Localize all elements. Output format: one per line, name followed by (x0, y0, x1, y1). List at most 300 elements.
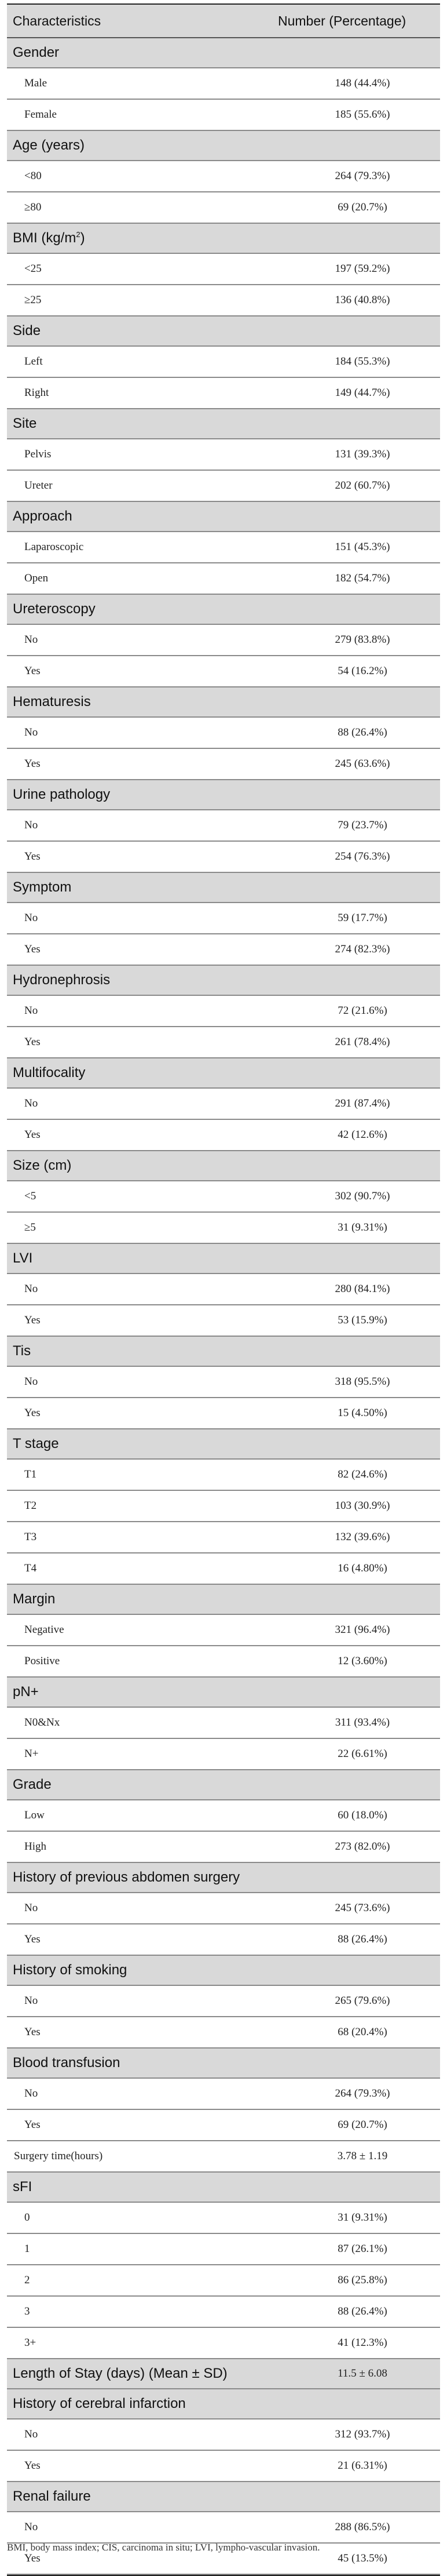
characteristics-table (7, 3, 440, 2576)
label-text: No (24, 2087, 38, 2100)
category-label (7, 508, 262, 525)
table-row (7, 2017, 440, 2049)
table-header-row (7, 5, 440, 38)
label-text: High (24, 1840, 46, 1853)
table-row (7, 2203, 440, 2234)
category-row (7, 1585, 440, 1615)
row-value: 3.78 ± 1.19 (337, 2150, 388, 2162)
table-row (7, 1615, 440, 1646)
label-text: 2 (24, 2274, 30, 2286)
label-text: Pelvis (24, 448, 52, 460)
row-value: 197 (59.2%) (335, 263, 390, 275)
row-value: 88 (26.4%) (338, 1933, 387, 1945)
row-label (7, 294, 262, 307)
table-row (7, 1708, 440, 1739)
table-row (7, 1832, 440, 1863)
category-row (7, 1863, 440, 1893)
row-value: 88 (26.4%) (338, 726, 387, 738)
row-label (7, 448, 262, 461)
label-text: <80 (24, 170, 42, 182)
label-text: Yes (24, 850, 41, 863)
category-row (7, 780, 440, 810)
row-label (7, 387, 262, 399)
row-label (7, 850, 262, 863)
header-characteristics: Characteristics (13, 13, 101, 28)
label-text: ≥25 (24, 294, 42, 306)
row-label (7, 1283, 262, 1296)
label-text: Site (13, 416, 37, 431)
row-label (7, 2337, 262, 2349)
label-text: pN+ (13, 1684, 39, 1700)
label-text: Female (24, 108, 57, 121)
row-value: 54 (16.2%) (338, 665, 387, 677)
row-label (7, 2087, 262, 2100)
label-text: Size (cm) (13, 1158, 72, 1173)
row-label (7, 1500, 262, 1512)
table-row (7, 439, 440, 471)
label-text: BMI (kg/m (13, 230, 76, 246)
label-text: Laparoscopic (24, 541, 84, 553)
row-label (7, 1995, 262, 2007)
category-label (7, 1591, 262, 1607)
row-value: 254 (76.3%) (335, 850, 390, 863)
category-label (7, 2055, 262, 2071)
table-row (7, 749, 440, 780)
label-text: Yes (24, 943, 41, 955)
row-value: 21 (6.31%) (338, 2459, 387, 2472)
row-label (7, 2428, 262, 2441)
category-row (7, 502, 440, 532)
label-text: Surgery time(hours) (14, 2150, 103, 2162)
table-row (7, 1305, 440, 1337)
label-text: Hydronephrosis (13, 972, 111, 988)
table-row (7, 2110, 440, 2141)
table-row (7, 532, 440, 563)
category-label (7, 2488, 262, 2505)
label-text: Left (24, 355, 43, 368)
row-label (7, 1221, 262, 1234)
label-text: Symptom (13, 879, 72, 895)
category-row (7, 316, 440, 347)
row-value: 69 (20.7%) (338, 201, 387, 213)
label-text: T1 (24, 1468, 37, 1480)
label-text: Yes (24, 1933, 41, 1945)
category-row (7, 595, 440, 625)
label-text: Yes (24, 2552, 41, 2564)
label-text: 3 (24, 2305, 30, 2317)
table-footnote: BMI, body mass index; CIS, carcinoma in situ; LVI, lympho-vascular invasion. (7, 2542, 320, 2553)
table-row (7, 347, 440, 378)
row-label (7, 479, 262, 492)
category-label (7, 601, 262, 617)
row-label (7, 2521, 262, 2534)
label-text: No (24, 1097, 38, 1109)
row-value: 311 (93.4%) (335, 1716, 390, 1729)
label-text: T3 (24, 1531, 37, 1543)
table-row (7, 2297, 440, 2328)
table-row (7, 2419, 440, 2451)
row-value: 11.5 ± 6.08 (338, 2367, 387, 2379)
category-row (7, 1956, 440, 1986)
row-value: 88 (26.4%) (338, 2305, 387, 2317)
row-value: 15 (4.50%) (338, 1407, 387, 1419)
category-row (7, 873, 440, 903)
row-value: 182 (54.7%) (335, 572, 390, 584)
row-value: 79 (23.7%) (338, 819, 387, 831)
row-value: 31 (9.31%) (338, 1221, 387, 1234)
table-row (7, 1398, 440, 1429)
category-label (7, 1869, 262, 1886)
label-text: History of smoking (13, 1962, 127, 1978)
table-row (7, 810, 440, 842)
category-row (7, 1678, 440, 1708)
table-row (7, 68, 440, 100)
row-label (7, 1036, 262, 1049)
table-row (7, 1893, 440, 1924)
row-value: 261 (78.4%) (335, 1036, 390, 1048)
label-text: Yes (24, 758, 41, 770)
label-text: Hematuresis (13, 694, 91, 710)
row-value: 280 (84.1%) (335, 1283, 390, 1295)
row-value: 59 (17.7%) (338, 912, 387, 924)
label-text: Margin (13, 1591, 56, 1607)
row-value: 302 (90.7%) (335, 1190, 390, 1202)
row-value: 69 (20.7%) (338, 2119, 387, 2131)
label-text: Yes (24, 2026, 41, 2038)
label-text: Yes (24, 2459, 41, 2472)
row-value: 202 (60.7%) (335, 479, 390, 492)
label-text: No (24, 1902, 38, 1914)
row-label (7, 2305, 262, 2318)
row-label (7, 1468, 262, 1481)
table-row (7, 1553, 440, 1585)
label-text: Grade (13, 1777, 52, 1792)
table-row (7, 842, 440, 873)
category-label (7, 230, 262, 246)
table-row (7, 285, 440, 316)
table-row (7, 718, 440, 749)
row-label (7, 170, 262, 183)
row-value: 149 (44.7%) (335, 387, 390, 399)
category-row (7, 409, 440, 439)
row-value: 312 (93.7%) (335, 2428, 390, 2440)
category-label (7, 323, 262, 339)
row-value: 103 (30.9%) (335, 1500, 390, 1512)
category-label (7, 1343, 262, 1359)
row-value: 318 (95.5%) (335, 1376, 390, 1388)
label-text: Gender (13, 45, 60, 60)
row-label (7, 263, 262, 275)
row-label (7, 541, 262, 554)
label-text: Blood transfusion (13, 2055, 120, 2071)
row-label (7, 1562, 262, 1575)
category-label (7, 2179, 262, 2195)
row-value: 288 (86.5%) (335, 2521, 390, 2533)
category-row (7, 2359, 440, 2389)
table-row (7, 192, 440, 224)
row-value: 72 (21.6%) (338, 1005, 387, 1017)
row-label (7, 912, 262, 925)
row-value: 136 (40.8%) (335, 294, 390, 306)
label-text: History of previous abdomen surgery (13, 1869, 240, 1885)
table-row (7, 2328, 440, 2359)
row-value: 245 (63.6%) (335, 758, 390, 770)
table-row (7, 2451, 440, 2482)
row-label (7, 1655, 262, 1668)
category-row (7, 1429, 440, 1460)
label-text: <5 (24, 1190, 36, 1202)
row-label (7, 1097, 262, 1110)
row-value: 265 (79.6%) (335, 1995, 390, 2007)
table-row (7, 1089, 440, 1120)
category-label (7, 1250, 262, 1267)
label-text: Open (24, 572, 49, 584)
row-value: 16 (4.80%) (338, 1562, 387, 1574)
row-value: 273 (82.0%) (335, 1840, 390, 1853)
label-text: Yes (24, 1314, 41, 1326)
row-value: 60 (18.0%) (338, 1809, 387, 1821)
category-label (7, 137, 262, 154)
category-row (7, 2389, 440, 2419)
label-text: Negative (24, 1624, 64, 1636)
row-value: 31 (9.31%) (338, 2211, 387, 2224)
category-row (7, 38, 440, 68)
row-value: 148 (44.4%) (335, 77, 390, 89)
label-superscript: 2 (76, 230, 80, 239)
table-row (7, 1213, 440, 1244)
table-row (7, 1181, 440, 1213)
category-row (7, 1058, 440, 1089)
table-row (7, 1120, 440, 1151)
table-row (7, 1274, 440, 1305)
row-value: 264 (79.3%) (335, 2087, 390, 2100)
category-label (7, 416, 262, 432)
label-text: 1 (24, 2243, 30, 2255)
table-row (7, 1491, 440, 1522)
row-value: 87 (26.1%) (338, 2243, 387, 2255)
row-value: 291 (87.4%) (335, 1097, 390, 1109)
label-text: Multifocality (13, 1065, 86, 1080)
row-value: 12 (3.60%) (338, 1655, 387, 1667)
row-value: 245 (73.6%) (335, 1902, 390, 1914)
label-text: No (24, 912, 38, 924)
label-text: No (24, 1283, 38, 1295)
table-row (7, 996, 440, 1027)
table-row (7, 1460, 440, 1491)
category-row (7, 1151, 440, 1181)
table-body (7, 38, 440, 2575)
label-text: Yes (24, 2119, 41, 2131)
row-label (7, 2243, 262, 2255)
label-text: Male (24, 77, 47, 89)
row-label (7, 2026, 262, 2039)
table-row (7, 100, 440, 131)
row-label (7, 1748, 262, 1760)
label-text: History of cerebral infarction (13, 2396, 186, 2411)
table-row (7, 254, 440, 285)
table-row (7, 1739, 440, 1770)
table-row (7, 656, 440, 687)
label-text: No (24, 634, 38, 646)
label-text: 0 (24, 2211, 30, 2224)
label-text: 3+ (24, 2337, 36, 2349)
row-label (7, 2274, 262, 2287)
table-row (7, 2512, 440, 2544)
row-value: 45 (13.5%) (338, 2552, 387, 2564)
row-value: 68 (20.4%) (338, 2026, 387, 2038)
label-text: Age (years) (13, 137, 85, 153)
table-row (7, 1986, 440, 2017)
table-row (7, 1027, 440, 1058)
row-label (7, 2211, 262, 2224)
category-label (7, 1158, 262, 1174)
label-text: N+ (24, 1748, 39, 1760)
label-text: T stage (13, 1436, 59, 1451)
row-label (7, 1190, 262, 1203)
row-label (7, 665, 262, 678)
table-row (7, 471, 440, 502)
row-label (7, 1129, 262, 1141)
category-row (7, 2173, 440, 2203)
row-label (7, 1005, 262, 1017)
category-row (7, 687, 440, 718)
label-suffix: ) (80, 230, 85, 246)
label-text: Yes (24, 1129, 41, 1141)
row-label (7, 758, 262, 770)
table-row (7, 625, 440, 656)
row-label (7, 355, 262, 368)
table-row (7, 934, 440, 966)
table-row (7, 1924, 440, 1956)
table-row (7, 161, 440, 192)
row-label (7, 2459, 262, 2472)
category-row (7, 224, 440, 254)
row-value: 86 (25.8%) (338, 2274, 387, 2286)
label-text: Yes (24, 1407, 41, 1419)
label-text: No (24, 1995, 38, 2007)
label-text: Length of Stay (days) (Mean ± SD) (13, 2366, 228, 2381)
row-label (7, 77, 262, 90)
row-value: 274 (82.3%) (335, 943, 390, 955)
row-value: 151 (45.3%) (335, 541, 390, 553)
label-text: T4 (24, 1562, 37, 1574)
row-label (7, 1933, 262, 1946)
row-label (7, 572, 262, 585)
table-row (7, 1800, 440, 1832)
row-label (7, 1531, 262, 1544)
label-text: Yes (24, 665, 41, 677)
label-text: ≥80 (24, 201, 42, 213)
row-label (7, 2552, 262, 2565)
label-text: <25 (24, 263, 42, 275)
label-text: Right (24, 387, 49, 399)
category-label (7, 1684, 262, 1700)
label-text: Side (13, 323, 41, 339)
row-label (7, 2150, 262, 2163)
label-text: No (24, 1005, 38, 1017)
label-text: sFI (13, 2179, 32, 2195)
category-row (7, 1337, 440, 1367)
row-value: 82 (24.6%) (338, 1468, 387, 1480)
row-label (7, 1809, 262, 1822)
row-value: 53 (15.9%) (338, 1314, 387, 1326)
label-text: Positive (24, 1655, 60, 1667)
table-row (7, 378, 440, 409)
table-row (7, 2265, 440, 2297)
category-label (7, 1065, 262, 1081)
table-row (7, 1522, 440, 1553)
row-value: 22 (6.61%) (338, 1748, 387, 1760)
row-label (7, 108, 262, 121)
row-label (7, 943, 262, 956)
category-row (7, 131, 440, 161)
category-label (7, 2366, 262, 2382)
label-text: N0&Nx (24, 1716, 60, 1729)
row-label (7, 1407, 262, 1420)
row-label (7, 726, 262, 739)
category-label (7, 1962, 262, 1978)
row-value: 132 (39.6%) (335, 1531, 390, 1543)
label-text: Ureteroscopy (13, 601, 96, 617)
label-text: ≥5 (24, 1221, 36, 1234)
row-label (7, 1902, 262, 1915)
category-row (7, 1770, 440, 1800)
label-text: T2 (24, 1500, 37, 1512)
category-row (7, 2482, 440, 2512)
row-label (7, 1624, 262, 1636)
label-text: Yes (24, 1036, 41, 1048)
category-label (7, 1777, 262, 1793)
row-value: 279 (83.8%) (335, 634, 390, 646)
label-text: Low (24, 1809, 45, 1821)
category-label (7, 2396, 262, 2412)
table-row (7, 2079, 440, 2110)
row-value: 42 (12.6%) (338, 1129, 387, 1141)
category-label (7, 694, 262, 710)
label-text: Ureter (24, 479, 53, 492)
label-text: Urine pathology (13, 787, 111, 802)
table-row (7, 1646, 440, 1678)
category-row (7, 966, 440, 996)
category-label (7, 879, 262, 896)
category-label (7, 45, 262, 61)
table-row (7, 903, 440, 934)
row-label (7, 1716, 262, 1729)
label-text: Approach (13, 508, 72, 524)
row-value: 184 (55.3%) (335, 355, 390, 368)
row-value: 264 (79.3%) (335, 170, 390, 182)
row-value: 185 (55.6%) (335, 108, 390, 121)
label-text: No (24, 2428, 38, 2440)
table-row (7, 563, 440, 595)
category-row (7, 1244, 440, 1274)
row-value: 321 (96.4%) (335, 1624, 390, 1636)
row-label (7, 634, 262, 646)
row-label (7, 1840, 262, 1853)
label-text: No (24, 726, 38, 738)
row-value: 131 (39.3%) (335, 448, 390, 460)
label-text: Tis (13, 1343, 31, 1359)
table-row (7, 2234, 440, 2265)
row-value: 41 (12.3%) (338, 2337, 387, 2349)
row-label (7, 2119, 262, 2131)
header-number-percentage: Number (Percentage) (278, 13, 406, 28)
row-label (7, 819, 262, 832)
table-row (7, 1367, 440, 1398)
row-label (7, 1376, 262, 1388)
category-label (7, 972, 262, 988)
category-label (7, 787, 262, 803)
